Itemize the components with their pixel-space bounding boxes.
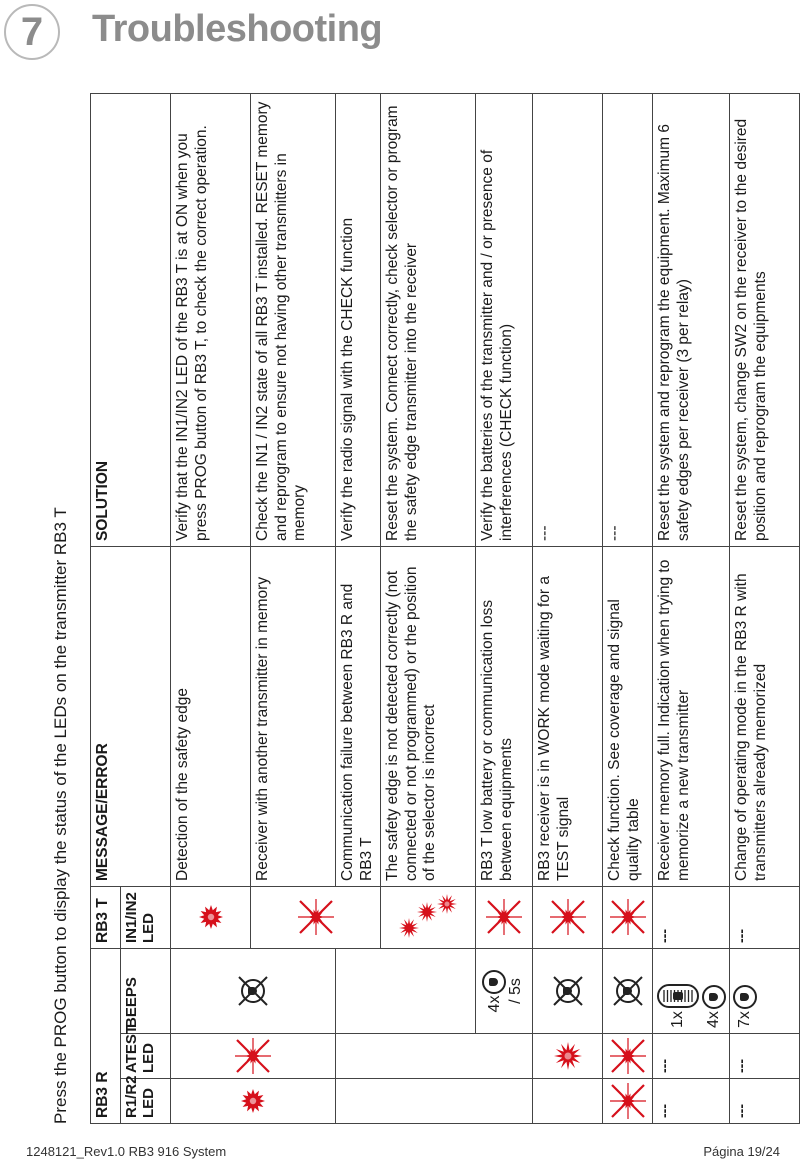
led-on-icon xyxy=(240,1088,266,1114)
header-in1in2-led: IN1/IN2 LED xyxy=(121,887,171,949)
solution-cell: Reset the system. Connect correctly, check selector or program the safety edge transmitter into the receiver xyxy=(381,94,476,547)
beeps-count: 4x xyxy=(485,995,503,1013)
buzzer-icon xyxy=(702,985,726,1009)
solution-cell: Reset the system, change SW2 on the receiver to the desired position and reprogram the equipments xyxy=(730,94,800,547)
table-row xyxy=(533,94,603,1124)
message-cell: Receiver with another transmitter in memory xyxy=(251,547,336,887)
troubleshooting-table xyxy=(90,93,800,1124)
buzzer-off-icon xyxy=(236,974,270,1008)
in1in2-led-cell xyxy=(476,887,533,949)
message-cell: Receiver memory full. Indication when trying to memorize a new transmitter xyxy=(653,547,730,887)
solution-cell: Verify that the IN1/IN2 LED of the RB3 T is at ON when you press PROG button of RB3 T, to check the correct operation. xyxy=(171,94,251,547)
solution-cell: --- xyxy=(533,94,603,547)
empty-value: --- xyxy=(733,1104,749,1118)
table-row xyxy=(336,94,381,1124)
beeps-count: 1x xyxy=(669,1011,687,1028)
footer-page-number: Página 19/24 xyxy=(703,1144,780,1159)
buzzer-icon xyxy=(733,985,757,1009)
table-row xyxy=(171,94,251,1124)
header-solution: SOLUTION xyxy=(91,94,171,547)
group-header-row xyxy=(91,94,121,1124)
header-r1r2-led: R1/R2 LED xyxy=(121,1079,171,1124)
atest-led-cell xyxy=(533,1034,603,1079)
empty-value: --- xyxy=(733,1059,749,1073)
beeps-cell xyxy=(653,949,730,1034)
beeps-cell xyxy=(603,949,653,1034)
beeps-count: 7x xyxy=(736,1011,754,1028)
message-cell: The safety edge is not detected correctly (not connected or not programmed) or the position of the selector is incorrect xyxy=(381,547,476,887)
header-message: MESSAGE/ERROR xyxy=(91,547,171,887)
led-blink-icon xyxy=(233,1036,273,1076)
solution-cell: Check the IN1 / IN2 state of all RB3 T installed. RESET memory and reprogram to ensure not having other transmitters in memory xyxy=(251,94,336,547)
led-fast-blink-icon xyxy=(397,893,459,943)
message-cell: Change of operating mode in the RB3 R with transmitters already memorized xyxy=(730,547,800,887)
table-row xyxy=(653,94,730,1124)
header-beeps: BEEPS xyxy=(121,949,171,1034)
led-blink-icon xyxy=(484,898,524,938)
led-blink-icon xyxy=(608,898,648,938)
table-caption: Press the PROG button to display the status of the LEDs on the transmitter RB3 T xyxy=(51,507,70,1124)
header-rb3t: RB3 T xyxy=(91,887,121,949)
empty-value: --- xyxy=(733,929,749,943)
r1r2-led-cell xyxy=(171,1079,336,1124)
buzzer-off-icon xyxy=(611,974,645,1008)
table-row xyxy=(476,94,533,1124)
header-rb3r: RB3 R xyxy=(91,949,121,1124)
atest-led-cell xyxy=(653,1034,730,1079)
long-beep-icon xyxy=(656,983,700,1009)
buzzer-off-icon xyxy=(551,974,585,1008)
in1in2-led-cell xyxy=(251,887,381,949)
empty-value: --- xyxy=(656,1104,672,1118)
in1in2-led-cell xyxy=(533,887,603,949)
table-row xyxy=(730,94,800,1124)
footer-doc-ref: 1248121_Rev1.0 RB3 916 System xyxy=(26,1144,227,1159)
solution-cell: Verify the batteries of the transmitter and / or presence of interferences (CHECK function) xyxy=(476,94,533,547)
table-row xyxy=(603,94,653,1124)
message-cell: RB3 receiver is in WORK mode waiting for a TEST signal xyxy=(533,547,603,887)
led-blink-icon xyxy=(608,1081,648,1121)
in1in2-led-cell xyxy=(381,887,476,949)
beeps-interval: / 5s xyxy=(507,978,525,1004)
led-blink-icon xyxy=(608,1036,648,1076)
message-cell: Check function. See coverage and signal quality table xyxy=(603,547,653,887)
buzzer-icon xyxy=(482,970,506,994)
message-cell: Detection of the safety edge xyxy=(171,547,251,887)
in1in2-led-cell xyxy=(730,887,800,949)
solution-cell: --- xyxy=(603,94,653,547)
beeps-count: 4x xyxy=(705,1011,723,1028)
beeps-cell xyxy=(730,949,800,1034)
in1in2-led-cell xyxy=(603,887,653,949)
atest-led-cell xyxy=(336,1034,533,1079)
led-fast-blink-icon xyxy=(553,1041,583,1071)
empty-value: --- xyxy=(656,1059,672,1073)
atest-led-cell xyxy=(603,1034,653,1079)
atest-led-cell xyxy=(730,1034,800,1079)
beeps-cell xyxy=(476,949,533,1034)
led-blink-icon xyxy=(548,898,588,938)
beeps-cell xyxy=(533,949,603,1034)
solution-cell: Reset the system and reprogram the equipment. Maximum 6 safety edges per receiver (3 per relay) xyxy=(653,94,730,547)
in1in2-led-cell xyxy=(653,887,730,949)
r1r2-led-cell xyxy=(533,1079,603,1124)
r1r2-led-cell xyxy=(603,1079,653,1124)
empty-value: --- xyxy=(656,929,672,943)
r1r2-led-cell xyxy=(730,1079,800,1124)
header-atest-led: ATEST LED xyxy=(121,1034,171,1079)
r1r2-led-cell xyxy=(653,1079,730,1124)
led-on-icon xyxy=(198,905,224,931)
beeps-cell xyxy=(171,949,336,1034)
in1in2-led-cell xyxy=(171,887,251,949)
atest-led-cell xyxy=(171,1034,336,1079)
page-title: Troubleshooting xyxy=(92,8,383,50)
message-cell: RB3 T low battery or communication loss between equipments xyxy=(476,547,533,887)
solution-cell: Verify the radio signal with the CHECK function xyxy=(336,94,381,547)
beeps-cell xyxy=(336,949,476,1034)
led-blink-icon xyxy=(296,898,336,938)
r1r2-led-cell xyxy=(336,1079,533,1124)
section-number-badge: 7 xyxy=(4,4,60,60)
message-cell: Communication failure between RB3 R and RB3 T xyxy=(336,547,381,887)
troubleshooting-table-area xyxy=(46,94,798,1124)
